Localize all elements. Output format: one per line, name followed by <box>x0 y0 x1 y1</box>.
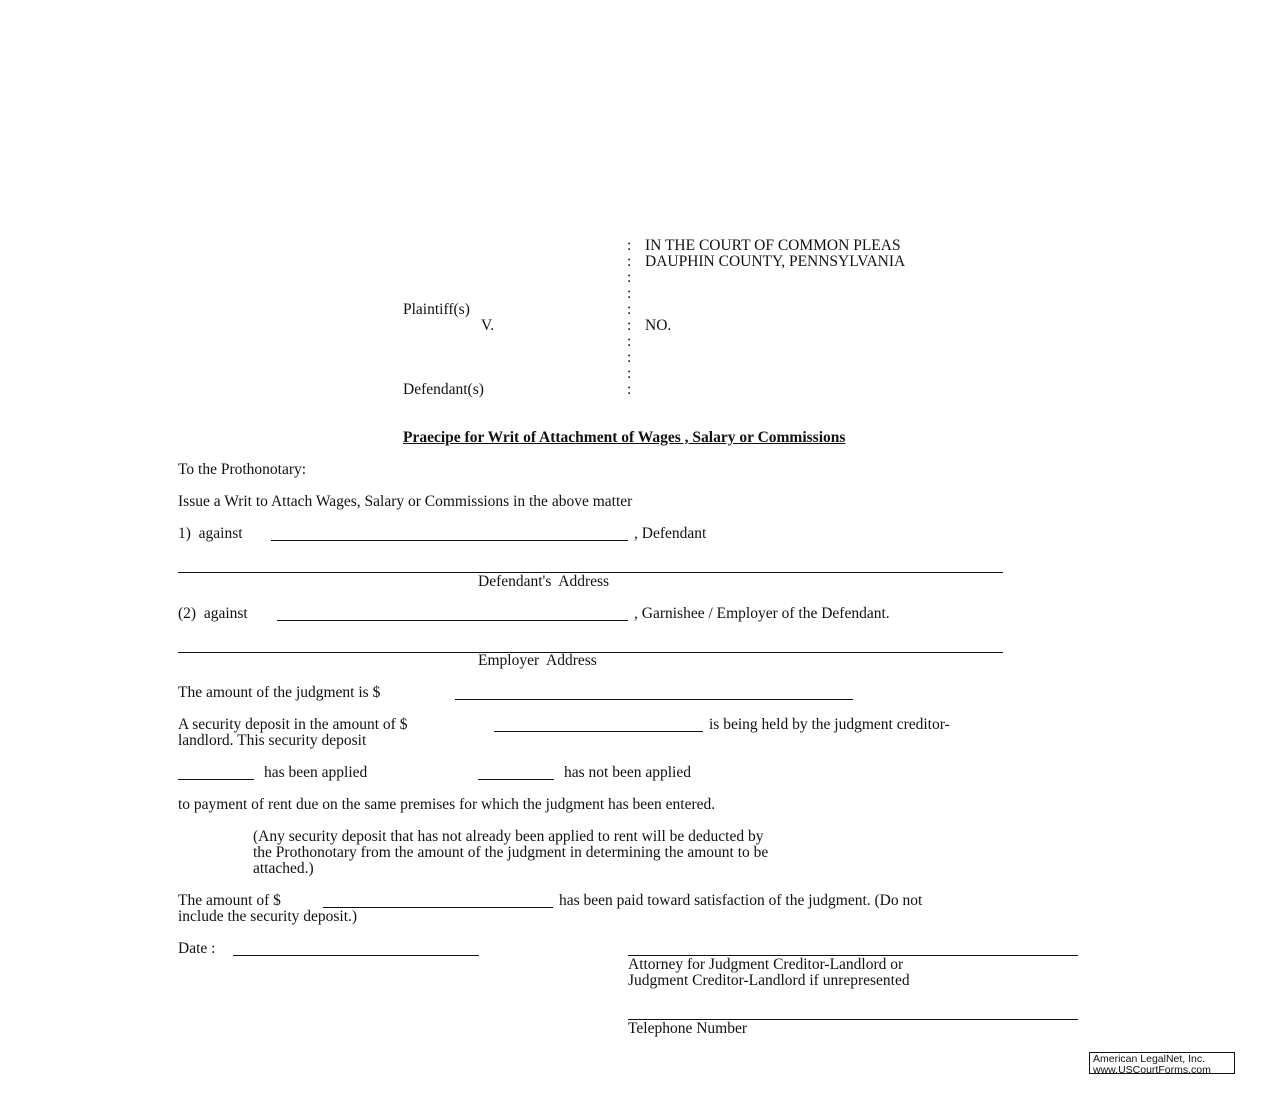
salutation: To the Prothonotary: <box>178 461 307 478</box>
versus-label: V. <box>481 317 495 334</box>
not-applied-label: has not been applied <box>564 764 691 781</box>
garnishee-name-field[interactable] <box>277 620 628 621</box>
defendant-label: Defendant(s) <box>403 381 484 398</box>
note-line: attached.) <box>253 860 314 877</box>
against-defendant-prefix: 1) against <box>178 525 243 542</box>
caption-colon: : <box>627 365 632 382</box>
telephone-label: Telephone Number <box>628 1020 747 1037</box>
defendant-address-label: Defendant's Address <box>478 573 610 590</box>
deposit-label: A security deposit in the amount of $ <box>178 716 408 733</box>
employer-address-label: Employer Address <box>478 652 597 669</box>
paid-amount-suffix: has been paid toward satisfaction of the judgment. (Do not <box>559 892 923 909</box>
caption-colon: : <box>627 349 632 366</box>
caption-colon: : <box>627 269 632 286</box>
document-title: Praecipe for Writ of Attachment of Wages , Salary or Commissions <box>403 429 846 446</box>
publisher-name: American LegalNet, Inc. <box>1093 1053 1206 1065</box>
publisher-website: www.USCourtForms.com <box>1093 1064 1211 1076</box>
caption-colon: : <box>627 237 632 254</box>
attorney-label: Attorney for Judgment Creditor-Landlord or <box>628 956 904 973</box>
plaintiff-label: Plaintiff(s) <box>403 301 470 318</box>
paid-amount-label: The amount of $ <box>178 892 281 909</box>
caption-colon: : <box>627 285 632 302</box>
case-number-label: NO. <box>645 317 672 334</box>
paid-amount-field[interactable] <box>323 907 553 908</box>
issue-line: Issue a Writ to Attach Wages, Salary or Commissions in the above matter <box>178 493 633 510</box>
date-label: Date : <box>178 940 216 957</box>
defendant-name-field[interactable] <box>271 540 628 541</box>
attorney-label: Judgment Creditor-Landlord if unrepresented <box>628 972 910 989</box>
judgment-amount-field[interactable] <box>455 699 853 700</box>
caption-colon: : <box>627 381 632 398</box>
deposit-amount-field[interactable] <box>494 731 703 732</box>
publisher-badge <box>1089 1052 1235 1074</box>
payment-line: to payment of rent due on the same premises for which the judgment has been entered. <box>178 796 716 813</box>
note-line: (Any security deposit that has not already been applied to rent will be deducted by <box>253 828 764 845</box>
deposit-line2: landlord. This security deposit <box>178 732 367 749</box>
court-county: DAUPHIN COUNTY, PENNSYLVANIA <box>645 253 906 270</box>
caption-colon: : <box>627 333 632 350</box>
against-garnishee-suffix: , Garnishee / Employer of the Defendant. <box>634 605 890 622</box>
judgment-amount-label: The amount of the judgment is $ <box>178 684 381 701</box>
court-name: IN THE COURT OF COMMON PLEAS <box>645 237 901 254</box>
note-line: the Prothonotary from the amount of the judgment in determining the amount to be <box>253 844 769 861</box>
paid-line2: include the security deposit.) <box>178 908 358 925</box>
caption-colon: : <box>627 253 632 270</box>
against-garnishee-prefix: (2) against <box>178 605 248 622</box>
caption-colon: : <box>627 317 632 334</box>
applied-label: has been applied <box>264 764 368 781</box>
deposit-suffix: is being held by the judgment creditor- <box>709 716 950 733</box>
not-applied-checkbox-line[interactable] <box>478 779 554 780</box>
against-defendant-suffix: , Defendant <box>634 525 707 542</box>
caption-colon: : <box>627 301 632 318</box>
applied-checkbox-line[interactable] <box>178 779 254 780</box>
date-field[interactable] <box>233 955 479 956</box>
